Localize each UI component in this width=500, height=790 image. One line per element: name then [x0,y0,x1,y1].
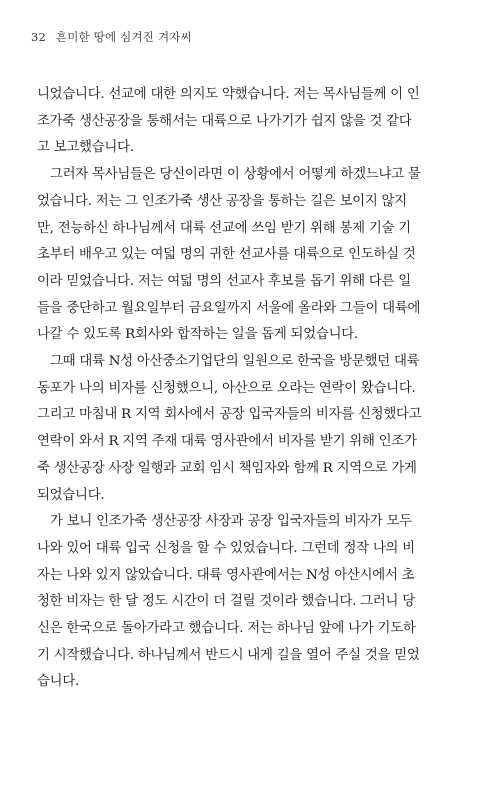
text-line: 고 보고했습니다. [37,140,134,156]
text-line: 연락이 와서 R 지역 주재 대륙 영사관에서 비자를 받기 위해 인조가 [37,434,417,450]
text-line: 죽 생산공장 사장 일행과 교회 임시 책임자와 함께 R 지역으로 가게 [37,460,417,476]
text-line: 조가죽 생산공장을 통해서는 대륙으로 나가기가 쉽지 않을 것 같다 [37,113,412,129]
text-line: 들을 중단하고 월요일부터 금요일까지 서울에 올라와 그들이 대륙에 [37,300,421,316]
text-line: 동포가 나의 비자를 신청했으니, 아산으로 오라는 연락이 왔습니다. [37,380,416,396]
text-line: 되었습니다. [37,487,105,503]
text-line: 나갈 수 있도록 R회사와 합작하는 일을 돕게 되었습니다. [37,327,358,343]
page-number: 32 [31,30,47,44]
text-line: 이라 믿었습니다. 저는 여덟 명의 선교사 후보를 돕기 위해 다른 일 [37,273,411,289]
text-line: 나와 있어 대륙 입국 신청을 할 수 있었습니다. 그런데 정작 나의 비 [37,540,415,556]
body-text [37,82,469,696]
running-title: 흔미한 땅에 심겨진 겨자씨 [55,30,192,44]
text-line: 그때 대륙 N성 아산중소기업단의 일원으로 한국을 방문했던 대륙 [50,354,420,370]
paragraph-3 [37,349,469,509]
text-line: 초부터 배우고 있는 여덟 명의 귀한 선교사를 대륙으로 인도하실 것 [37,247,416,263]
text-line: 그러자 목사님들은 당신이라면 이 상황에서 어떻게 하겠느냐고 물 [50,167,421,183]
text-line: 었습니다. 저는 그 인조가죽 생산 공장을 통하는 길은 보이지 않지 [37,193,407,209]
text-line: 청한 비자는 한 달 정도 시간이 더 걸릴 것이라 했습니다. 그러니 당 [37,594,415,610]
running-head [31,29,192,45]
paragraph-1 [37,82,469,162]
text-line: 기 시작했습니다. 하나님께서 반드시 내게 길을 열어 주실 것을 믿었 [37,647,420,663]
text-line: 신은 한국으로 돌아가라고 했습니다. 저는 하나님 앞에 나가 기도하 [37,621,416,637]
paragraph-2 [37,162,469,349]
text-line: 가 보니 인조가죽 생산공장 사장과 공장 입국자들의 비자가 모두 [50,514,412,530]
text-line: 습니다. [37,674,80,690]
text-line: 니었습니다. 선교에 대한 의지도 약했습니다. 저는 목사님들께 이 인 [37,87,420,102]
text-line: 자는 나와 있지 않았습니다. 대륙 영사관에서는 N성 아산시에서 초 [37,567,415,583]
paragraph-4 [37,509,469,696]
text-line: 그리고 마침내 R 지역 회사에서 공장 입국자들의 비자를 신청했다고 [37,407,422,423]
text-line: 만, 전능하신 하나님께서 대륙 선교에 쓰임 받기 위해 봉제 기술 기 [37,220,411,236]
